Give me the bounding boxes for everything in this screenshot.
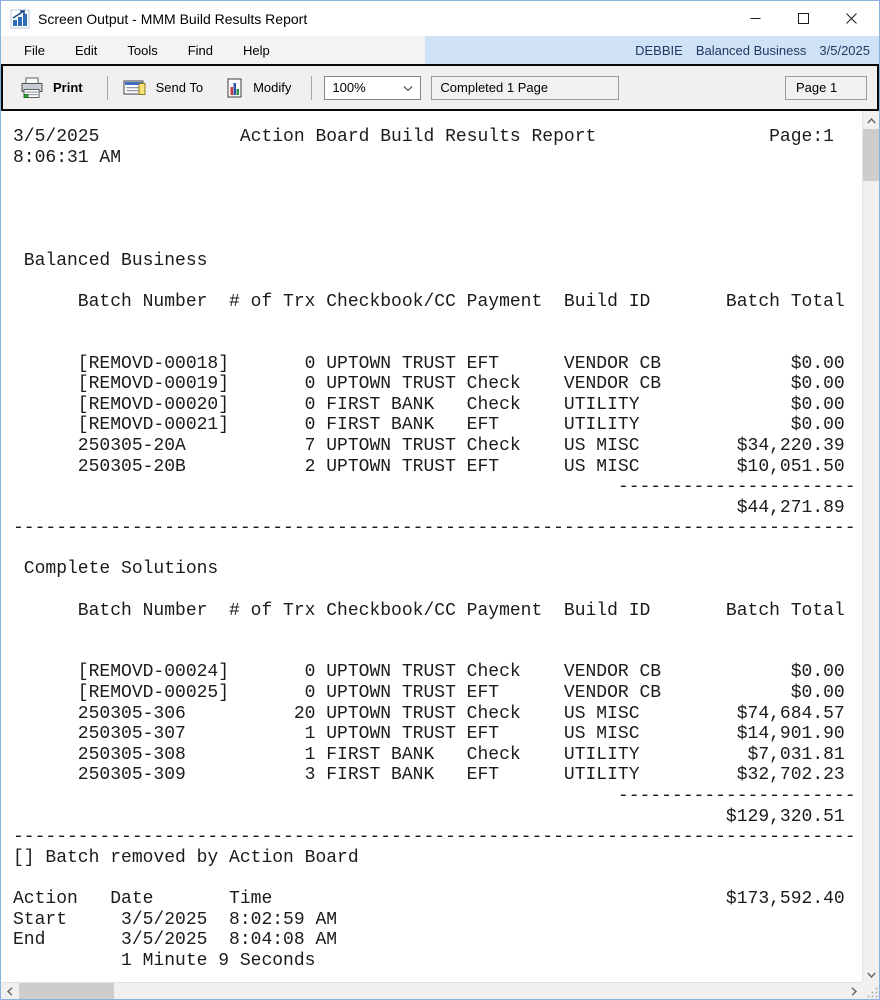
- report-line: $129,320.51: [13, 806, 845, 827]
- scroll-right-button[interactable]: [845, 983, 862, 1000]
- modify-button[interactable]: Modify: [253, 80, 292, 95]
- report-line: [13, 209, 862, 230]
- report-line: ----------------------: [13, 786, 856, 806]
- bar-chart-icon: [10, 9, 30, 29]
- printer-icon[interactable]: [20, 77, 44, 99]
- chevron-up-icon: [867, 111, 876, 129]
- report-line: [13, 333, 862, 354]
- report-line: Batch Number # of Trx Checkbook/CC Payment Build ID Batch Total: [13, 291, 845, 312]
- menu-tools[interactable]: Tools: [127, 42, 158, 58]
- zoom-dropdown[interactable]: [324, 76, 421, 100]
- scroll-left-button[interactable]: [1, 983, 18, 1000]
- report-line: 250305-309 3 FIRST BANK EFT UTILITY $32,702.23: [13, 765, 845, 786]
- report-line: [] Batch removed by Action Board: [13, 847, 359, 868]
- report-body: [1, 111, 862, 971]
- report-line: 3/5/2025 Action Board Build Results Report Page:1: [13, 127, 834, 147]
- report-line: Start 3/5/2025 8:02:59 AM: [13, 909, 338, 930]
- session-status: [635, 36, 870, 64]
- session-company: Balanced Business: [695, 42, 807, 58]
- report-line: 250305-20A 7 UPTOWN TRUST Check US MISC $34,220.39: [13, 435, 845, 456]
- report-line: 250305-308 1 FIRST BANK Check UTILITY $7,031.81: [13, 744, 845, 765]
- report-line: ----------------------: [13, 477, 856, 498]
- report-line: End 3/5/2025 8:04:08 AM: [13, 930, 338, 951]
- menu-items: [1, 36, 425, 64]
- horizontal-scrollbar[interactable]: [1, 982, 862, 999]
- toolbar-separator: [311, 76, 312, 100]
- report-line: [13, 539, 862, 560]
- report-line: Complete Solutions: [13, 559, 219, 580]
- session-user: DEBBIE: [635, 42, 683, 58]
- report-line: [13, 868, 862, 889]
- report-line: Balanced Business: [13, 250, 208, 271]
- report-line: 1 Minute 9 Seconds: [13, 950, 316, 971]
- report-line: [REMOVD-00021] 0 FIRST BANK EFT UTILITY $0.00: [13, 415, 845, 436]
- report-line: [REMOVD-00024] 0 UPTOWN TRUST Check VENDOR CB $0.00: [13, 662, 845, 683]
- report-line: [13, 642, 862, 663]
- report-line: [13, 580, 862, 601]
- chevron-left-icon: [7, 983, 13, 1000]
- report-line: [REMOVD-00019] 0 UPTOWN TRUST Check VENDOR CB $0.00: [13, 374, 845, 395]
- close-button[interactable]: [827, 1, 875, 36]
- chevron-right-icon: [851, 983, 857, 1000]
- report-line: 250305-306 20 UPTOWN TRUST Check US MISC $74,684.57: [13, 703, 845, 724]
- send-to-button[interactable]: Send To: [155, 80, 204, 95]
- report-line: [13, 621, 862, 642]
- scroll-up-button[interactable]: [863, 111, 880, 128]
- chevron-down-icon: [867, 965, 876, 983]
- report-line: 250305-20B 2 UPTOWN TRUST EFT US MISC $10,051.50: [13, 456, 845, 477]
- report-line: 8:06:31 AM: [13, 147, 122, 168]
- report-line: [13, 271, 862, 292]
- completion-status: Completed 1 Page: [431, 76, 619, 100]
- toolbar: [1, 64, 879, 111]
- scroll-down-button[interactable]: [863, 965, 880, 982]
- menu-find[interactable]: Find: [187, 42, 214, 58]
- vertical-scrollbar[interactable]: [862, 111, 879, 982]
- menu-help[interactable]: Help: [243, 42, 270, 58]
- vertical-scroll-thumb[interactable]: [863, 129, 880, 181]
- report-line: Action Date Time $173,592.40: [13, 888, 845, 909]
- horizontal-scroll-thumb[interactable]: [19, 983, 114, 1000]
- report-line: [13, 312, 862, 333]
- report-line: [REMOVD-00025] 0 UPTOWN TRUST EFT VENDOR CB $0.00: [13, 683, 845, 704]
- maximize-button[interactable]: [779, 1, 827, 36]
- report-line: [REMOVD-00020] 0 FIRST BANK Check UTILITY $0.00: [13, 394, 845, 415]
- page-indicator: Page 1: [785, 76, 867, 100]
- title-bar: [1, 1, 879, 36]
- modify-icon[interactable]: [226, 78, 244, 98]
- report-line: Batch Number # of Trx Checkbook/CC Payment Build ID Batch Total: [13, 600, 845, 621]
- resize-grip-icon[interactable]: [862, 982, 879, 999]
- report-line: 250305-307 1 UPTOWN TRUST EFT US MISC $14,901.90: [13, 724, 845, 745]
- chevron-down-icon: [403, 80, 413, 95]
- report-line: [13, 189, 862, 210]
- minimize-button[interactable]: [731, 1, 779, 36]
- report-line: [REMOVD-00018] 0 UPTOWN TRUST EFT VENDOR CB $0.00: [13, 353, 845, 374]
- zoom-value: 100%: [332, 80, 366, 95]
- menu-bar: [1, 36, 879, 64]
- menu-edit[interactable]: Edit: [74, 42, 98, 58]
- report-line: ------------------------------------------------------------------------------: [13, 518, 856, 539]
- report-line: $44,271.89: [13, 497, 845, 518]
- report-line: [13, 230, 862, 251]
- window-controls: [731, 1, 875, 36]
- toolbar-separator: [107, 76, 108, 100]
- send-to-icon[interactable]: [123, 79, 147, 97]
- report-viewport: [1, 111, 862, 982]
- report-line: ------------------------------------------------------------------------------: [13, 827, 856, 848]
- report-line: [13, 168, 862, 189]
- menu-file[interactable]: File: [24, 42, 45, 58]
- print-button[interactable]: Print: [53, 80, 83, 95]
- window-title: Screen Output - MMM Build Results Report: [38, 10, 308, 27]
- session-date: 3/5/2025: [819, 42, 870, 58]
